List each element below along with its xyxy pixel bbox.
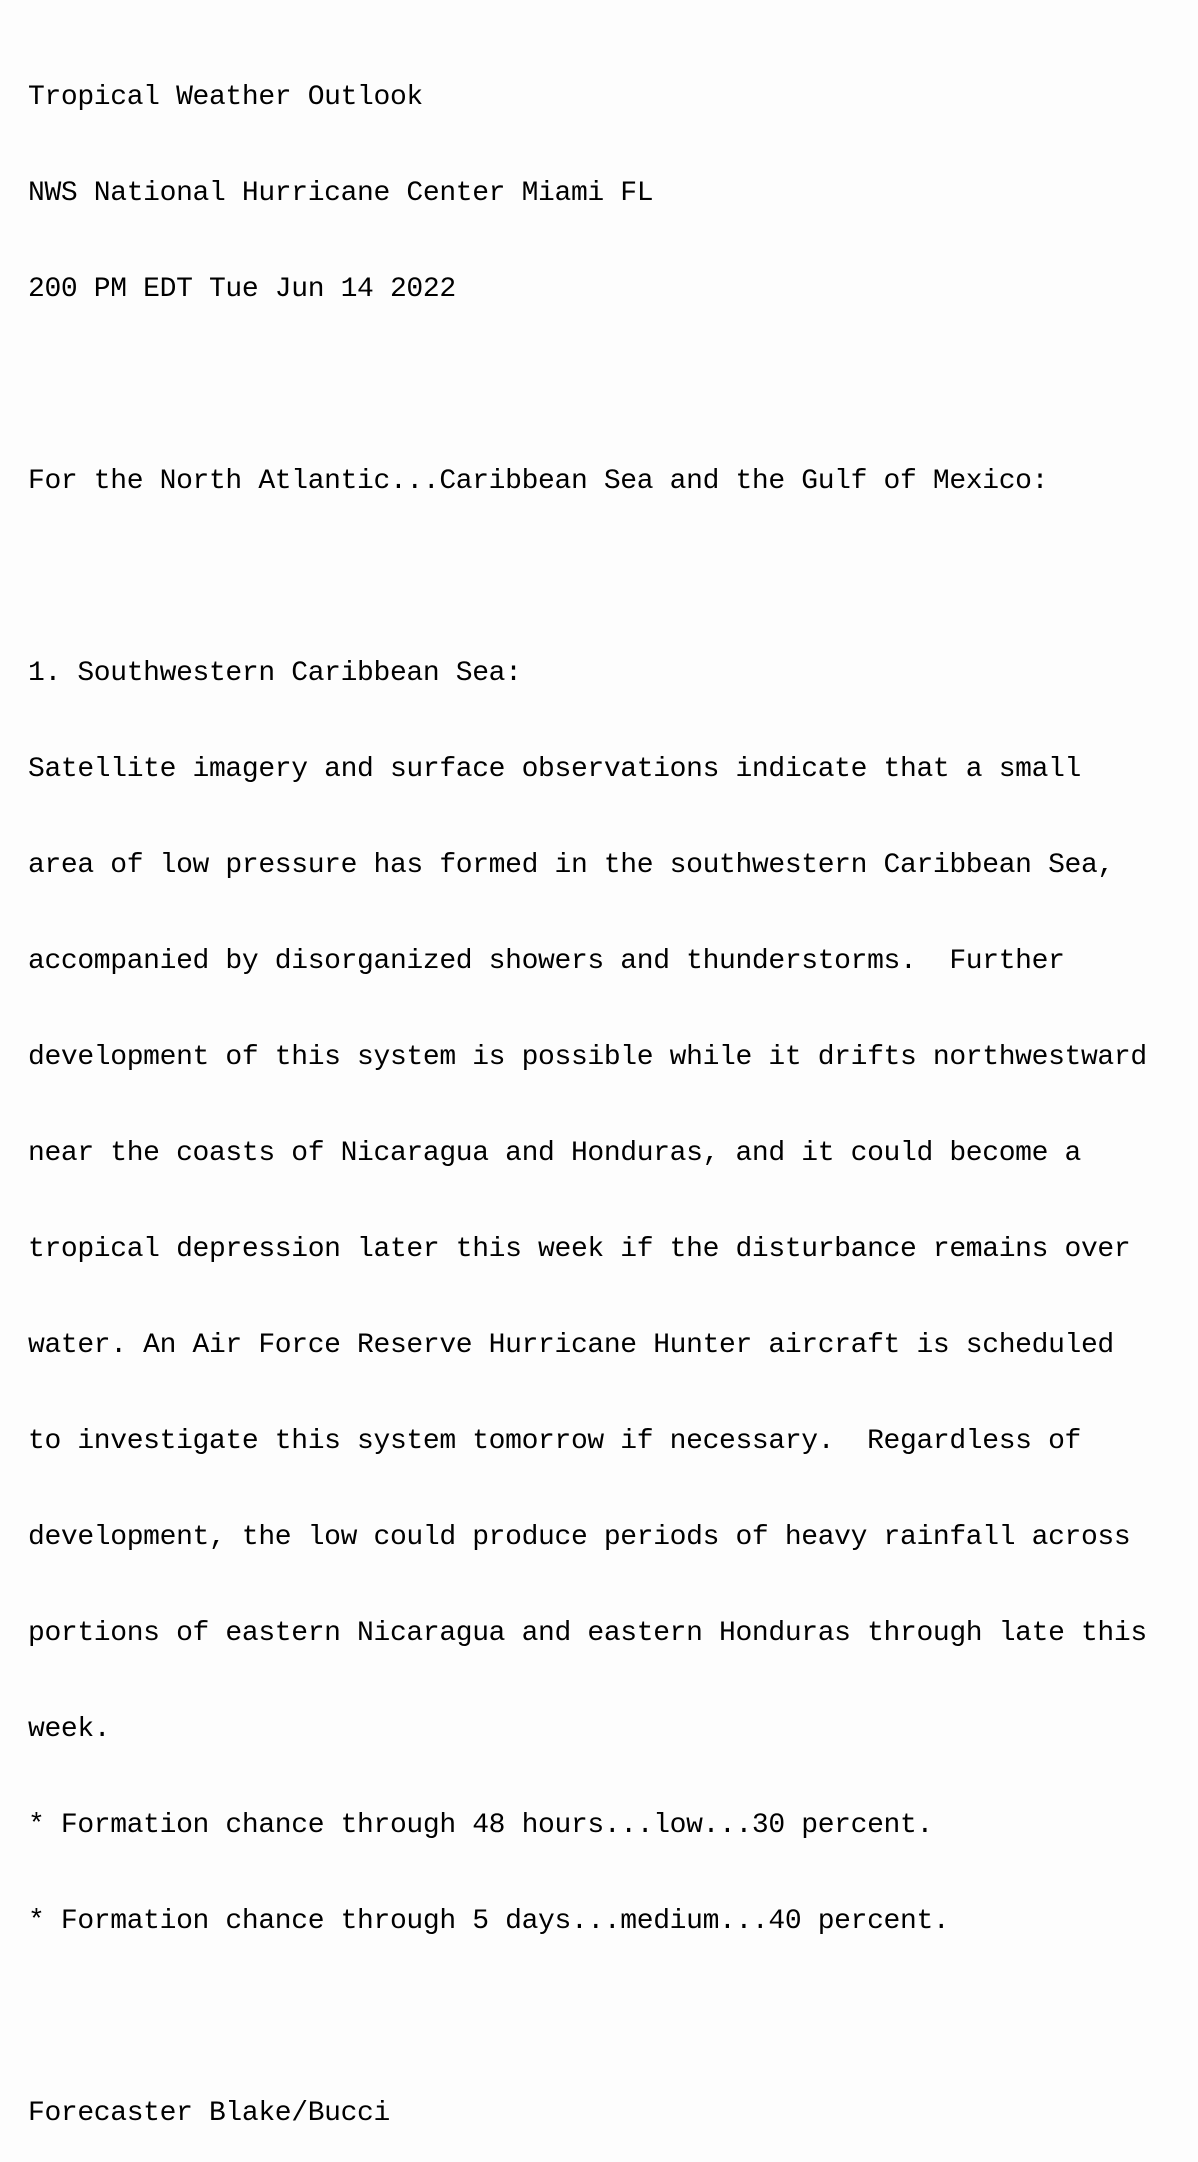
item-heading: 1. Southwestern Caribbean Sea: [28, 658, 522, 689]
item-body-line: portions of eastern Nicaragua and eastern Honduras through late this [28, 1618, 1147, 1649]
blank-line [28, 562, 1188, 594]
item-body-line: water. An Air Force Reserve Hurricane Hunter aircraft is scheduled [28, 1330, 1114, 1361]
item-body-line: accompanied by disorganized showers and thunderstorms. Further [28, 946, 1065, 977]
issue-time: 200 PM EDT Tue Jun 14 2022 [28, 274, 456, 305]
item-body-line: Satellite imagery and surface observations indicate that a small [28, 754, 1081, 785]
issuing-office: NWS National Hurricane Center Miami FL [28, 178, 654, 209]
region-intro: For the North Atlantic...Caribbean Sea and the Gulf of Mexico: [28, 466, 1049, 497]
formation-chance-48h: * Formation chance through 48 hours...low...30 percent. [28, 1810, 933, 1841]
item-body-line: area of low pressure has formed in the southwestern Caribbean Sea, [28, 850, 1114, 881]
item-body-line: tropical depression later this week if the disturbance remains over [28, 1234, 1131, 1265]
item-body-line: week. [28, 1714, 111, 1745]
forecaster-signature: Forecaster Blake/Bucci [28, 2098, 390, 2129]
outlook-title: Tropical Weather Outlook [28, 82, 423, 113]
item-body-line: to investigate this system tomorrow if necessary. Regardless of [28, 1426, 1081, 1457]
item-body-line: near the coasts of Nicaragua and Honduras, and it could become a [28, 1138, 1081, 1169]
blank-line [28, 2002, 1188, 2034]
blank-line [28, 370, 1188, 402]
item-body-line: development of this system is possible while it drifts northwestward [28, 1042, 1147, 1073]
outlook-document [28, 18, 1188, 2162]
formation-chance-5d: * Formation chance through 5 days...medium...40 percent. [28, 1906, 950, 1937]
item-body-line: development, the low could produce periods of heavy rainfall across [28, 1522, 1131, 1553]
